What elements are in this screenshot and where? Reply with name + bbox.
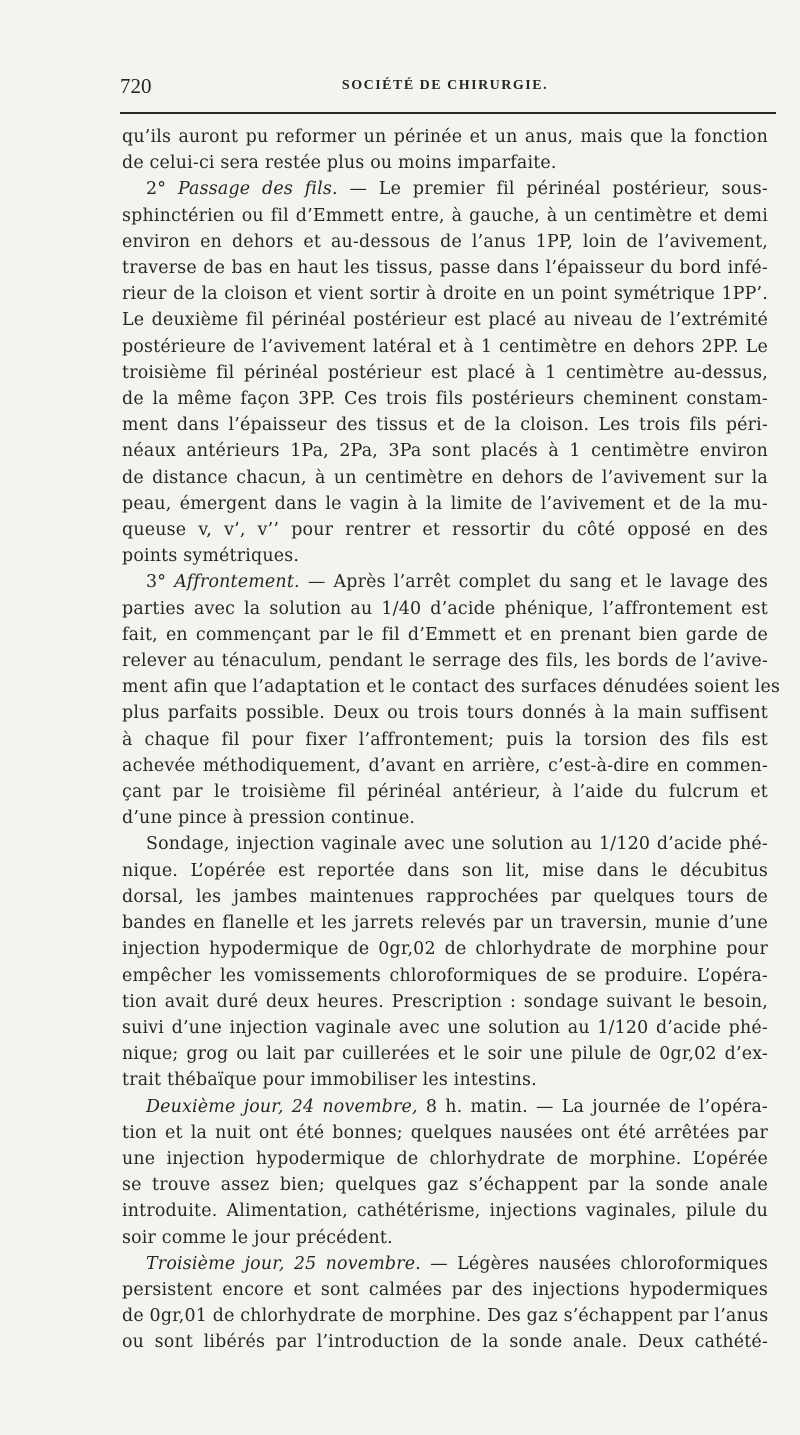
text-line: [122, 831, 768, 857]
text-line: [122, 569, 768, 595]
running-title: SOCIÉTÉ DE CHIRURGIE.: [341, 78, 549, 93]
text-line: [122, 1277, 768, 1303]
text-line: [122, 648, 768, 674]
text-line: [122, 1120, 768, 1146]
line-text: Sondage, injection vaginale avec une solution au 1/120 d’acide phé-: [146, 834, 768, 855]
line-text: à chaque fil pour fixer l’affrontement; puis la torsion des fils est: [122, 729, 768, 750]
text-line: [122, 1198, 768, 1224]
page-number: 720: [120, 74, 152, 98]
line-text: points symétriques.: [122, 546, 300, 567]
text-line: [122, 1172, 768, 1198]
text-line: [122, 150, 768, 176]
text-line: [122, 1067, 768, 1093]
line-text: suivi d’une injection vaginale avec une solution au 1/120 d’acide phé-: [122, 1017, 768, 1038]
line-text: de la même façon 3PP. Ces trois fils postérieurs cheminent constam-: [122, 389, 768, 410]
section-number: 2°: [146, 179, 178, 200]
line-text: nique. L’opérée est reportée dans son lit, mise dans le décubitus: [122, 860, 768, 881]
text-line: [122, 936, 768, 962]
line-text: — Après l’arrêt complet du sang et le lavage des: [299, 572, 769, 593]
text-line: [122, 517, 768, 543]
line-text: sphinctérien ou fil d’Emmett entre, à gauche, à un centimètre et demi: [122, 205, 768, 226]
line-text: queuse v, v’, v’’ pour rentrer et ressortir du côté opposé en des: [122, 520, 768, 541]
text-line: [122, 1303, 768, 1329]
text-line: [122, 596, 768, 622]
text-line: [122, 203, 768, 229]
line-text: traverse de bas en haut les tissus, passe dans l’épaisseur du bord infé-: [122, 258, 768, 279]
text-line: [122, 884, 768, 910]
line-text: introduite. Alimentation, cathétérisme, injections vaginales, pilule du: [122, 1201, 768, 1222]
text-line: [122, 465, 768, 491]
line-text: ou sont libérés par l’introduction de la sonde anale. Deux cathété-: [122, 1332, 768, 1353]
italic-heading: Passage des fils.: [177, 179, 338, 200]
line-text: — Légères nausées chloroformiques: [420, 1253, 768, 1274]
line-text: achevée méthodiquement, d’avant en arrière, c’est-à-dire en commen-: [122, 755, 768, 776]
text-line: [122, 622, 768, 648]
text-line: [122, 255, 768, 281]
line-text: une injection hypodermique de chlorhydrate de morphine. L’opérée: [122, 1148, 768, 1169]
line-text: çant par le troisième fil périnéal antérieur, à l’aide du fulcrum et: [122, 782, 768, 803]
text-line: [122, 229, 768, 255]
line-text: bandes en flanelle et les jarrets relevés par un traversin, munie d’une: [122, 913, 768, 934]
text-line: [122, 727, 768, 753]
line-text: rieur de la cloison et vient sortir à droite en un point symétrique 1PP’.: [122, 284, 768, 305]
text-line: [122, 1225, 768, 1251]
line-text: plus parfaits possible. Deux ou trois tours donnés à la main suffisent: [122, 703, 768, 724]
text-line: [122, 805, 768, 831]
line-text: tion et la nuit ont été bonnes; quelques nausées ont été arrêtées par: [122, 1122, 768, 1143]
line-text: relever au ténaculum, pendant le serrage des fils, les bords de l’avive-: [122, 651, 768, 672]
line-text: 8 h. matin. — La journée de l’opéra-: [417, 1096, 768, 1117]
line-text: trait thébaïque pour immobiliser les intestins.: [122, 1070, 537, 1091]
section-number: 3°: [146, 572, 175, 593]
text-line: [122, 543, 768, 569]
line-text: environ en dehors et au-dessous de l’anus 1PP, loin de l’avivement,: [122, 231, 768, 252]
line-text: qu’ils auront pu reformer un périnée et un anus, mais que la fonction: [122, 127, 768, 147]
line-text: troisième fil périnéal postérieur est placé à 1 centimètre au-dessus,: [122, 362, 768, 383]
text-line: [122, 674, 781, 700]
text-line: [122, 1251, 768, 1277]
line-text: de celui-ci sera restée plus ou moins imparfaite.: [122, 153, 557, 174]
header-rule: [120, 112, 776, 114]
line-text: de 0gr,01 de chlorhydrate de morphine. Des gaz s’échappent par l’anus: [122, 1306, 769, 1327]
text-line: [122, 1041, 768, 1067]
text-line: [122, 412, 768, 438]
line-text: d’une pince à pression continue.: [122, 808, 416, 829]
line-text: parties avec la solution au 1/40 d’acide phénique, l’affrontement est: [122, 598, 768, 619]
line-text: Le deuxième fil périnéal postérieur est placé au niveau de l’extrémité: [122, 310, 768, 331]
text-line: [122, 1146, 768, 1172]
text-line: [122, 491, 768, 517]
line-text: soir comme le jour précédent.: [122, 1227, 393, 1248]
text-line: [122, 1329, 768, 1355]
italic-heading: Deuxième jour, 24 novembre,: [146, 1096, 418, 1117]
text-line: [122, 858, 768, 884]
text-line: [122, 1015, 768, 1041]
line-text: injection hypodermique de 0gr,02 de chlorhydrate de morphine pour: [122, 939, 768, 960]
line-text: se trouve assez bien; quelques gaz s’échappent par la sonde anale: [122, 1175, 768, 1196]
line-text: tion avait duré deux heures. Prescription : sondage suivant le besoin,: [122, 991, 768, 1012]
text-line: [122, 700, 768, 726]
text-line: [122, 307, 768, 333]
page-header: [120, 74, 770, 100]
text-line: [122, 360, 768, 386]
line-text: persistent encore et sont calmées par des injections hypodermiques: [122, 1279, 768, 1300]
text-line: [122, 989, 768, 1015]
line-text: nique; grog ou lait par cuillerées et le soir une pilule de 0gr,02 d’ex-: [122, 1044, 768, 1065]
line-text: empêcher les vomissements chloroformiques de se produire. L’opéra-: [122, 965, 768, 986]
line-text: fait, en commençant par le fil d’Emmett et en prenant bien garde de: [122, 624, 768, 645]
text-line: [122, 438, 768, 464]
text-line: [122, 281, 768, 307]
body-text: [122, 124, 781, 1356]
italic-heading: Affrontement.: [174, 572, 300, 593]
italic-heading: Troisième jour, 25 novembre.: [146, 1253, 421, 1274]
text-line: [122, 753, 768, 779]
text-line: [122, 779, 768, 805]
line-text: de distance chacun, à un centimètre en dehors de l’avivement sur la: [122, 467, 768, 488]
line-text: ment dans l’épaisseur des tissus et de la cloison. Les trois fils péri-: [122, 415, 768, 436]
line-text: dorsal, les jambes maintenues rapprochées par quelques tours de: [122, 886, 768, 907]
text-line: [122, 1094, 768, 1120]
line-text: — Le premier fil périnéal postérieur, sous-: [337, 179, 769, 200]
line-text: ment afin que l’adaptation et le contact des surfaces dénudées soient les: [122, 677, 781, 698]
text-line: [122, 176, 768, 202]
line-text: postérieure de l’avivement latéral et à 1 centimètre en dehors 2PP. Le: [122, 336, 768, 357]
line-text: peau, émergent dans le vagin à la limite de l’avivement et de la mu-: [122, 493, 768, 514]
text-line: [122, 963, 768, 989]
line-text: néaux antérieurs 1Pa, 2Pa, 3Pa sont placés à 1 centimètre environ: [122, 441, 768, 462]
text-line: [122, 386, 768, 412]
text-line: [122, 910, 768, 936]
text-line: [122, 124, 768, 150]
text-line: [122, 334, 768, 360]
